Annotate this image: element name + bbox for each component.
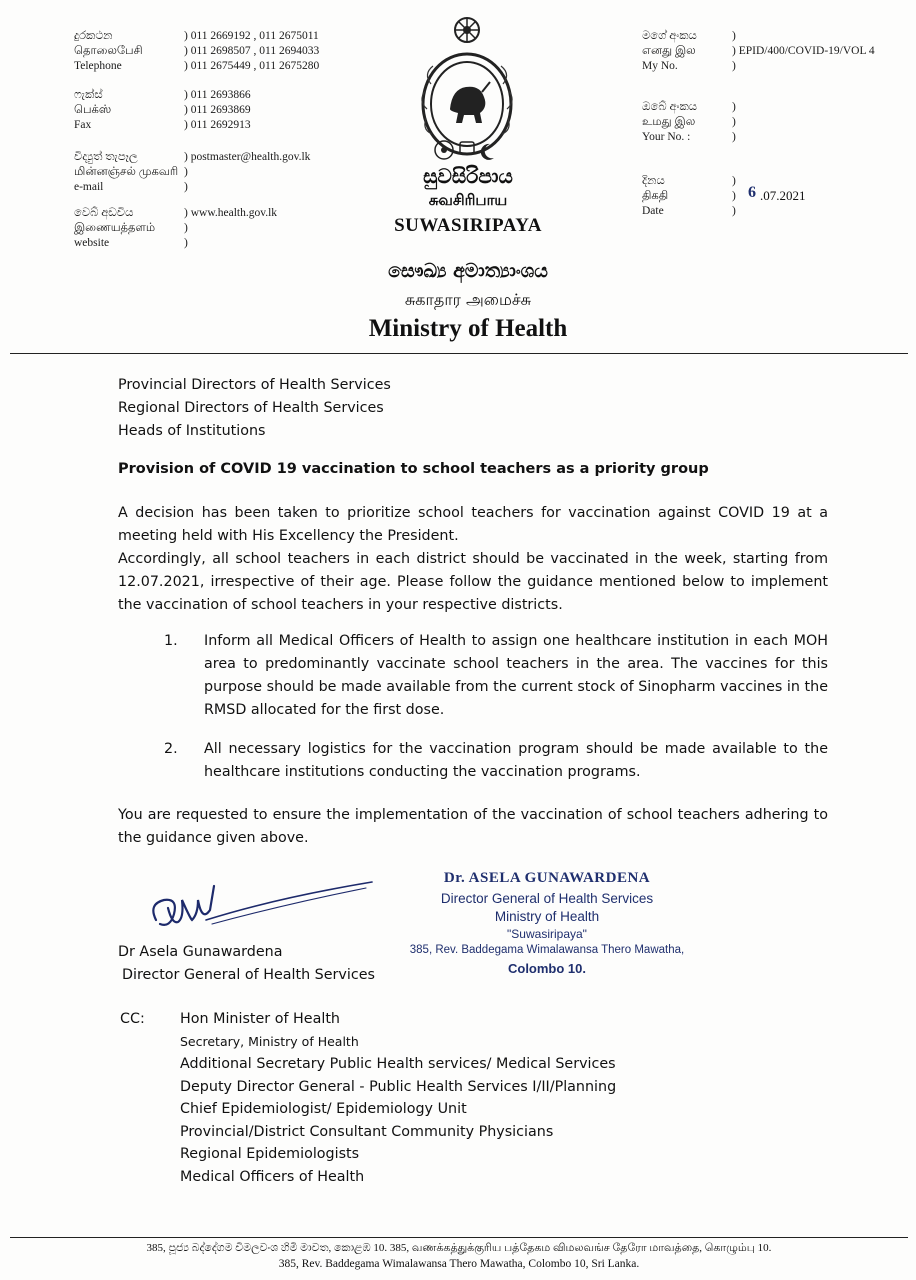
email-value: ) (184, 181, 188, 193)
stamp-line: Colombo 10. (507, 961, 586, 976)
addressee: Provincial Directors of Health Services (118, 377, 391, 393)
cc-item: Deputy Director General - Public Health Services I/II/Planning (180, 1078, 617, 1095)
my-no-label-en: My No. (642, 60, 678, 72)
date-label-ta: திகதி (642, 190, 669, 202)
my-no-values (732, 29, 875, 74)
addressee-list (118, 374, 391, 443)
your-no-values (732, 100, 736, 145)
telephone-labels (74, 29, 143, 74)
fax-labels (74, 88, 111, 133)
date-printed: .07.2021 (760, 188, 806, 203)
date-label-en: Date (642, 205, 664, 217)
email-value: ) postmaster@health.gov.lk (184, 151, 311, 163)
your-no-labels (642, 100, 697, 145)
paragraph-1: A decision has been taken to prioritize school teachers for vaccination against COVID 19 at a meeting held with His Excellency the President. (118, 505, 828, 544)
date-values (732, 174, 736, 219)
brand-tamil: சுவசிரிபாய (428, 191, 508, 209)
date-labels (642, 174, 668, 219)
my-no-value: ) (732, 60, 736, 72)
your-no-value: ) (732, 116, 736, 128)
telephone-value: ) 011 2698507 , 011 2694033 (184, 45, 320, 57)
ministry-english: Ministry of Health (368, 315, 568, 342)
website-label-en: website (74, 237, 110, 249)
email-label-en: e-mail (74, 181, 104, 193)
cc-item: Medical Officers of Health (180, 1168, 365, 1185)
fax-value: ) 011 2692913 (184, 119, 251, 131)
my-no-value: ) (732, 30, 736, 42)
my-no-labels (642, 29, 697, 74)
signatory-name: Dr Asela Gunawardena (118, 944, 283, 960)
date-value: ) (732, 190, 736, 202)
website-value: ) (184, 222, 188, 234)
telephone-label-si: දුරකථන (74, 30, 113, 42)
email-label-si: විද්‍යුත් තැපෑල (74, 151, 138, 163)
your-no-value: ) (732, 101, 736, 113)
cc-item: Regional Epidemiologists (180, 1146, 360, 1162)
email-labels (74, 150, 178, 195)
fax-value: ) 011 2693866 (184, 89, 251, 101)
telephone-label-ta: தொலைபேசி (74, 45, 143, 57)
stamp-line: "Suwasiripaya" (507, 927, 587, 941)
ministry-tamil: சுகாதார அமைச்சு (404, 290, 532, 309)
your-no-value: ) (732, 131, 736, 143)
fax-label-en: Fax (74, 119, 92, 131)
addressee: Regional Directors of Health Services (118, 400, 384, 416)
fax-label-ta: பெக்ஸ் (74, 104, 112, 116)
website-values (184, 206, 277, 251)
telephone-values (184, 29, 319, 74)
brand-english: SUWASIRIPAYA (394, 215, 542, 236)
your-no-label-si: ඔබේ අංකය (642, 101, 698, 113)
telephone-value: ) 011 2669192 , 011 2675011 (184, 30, 319, 42)
footer-address-english: 385, Rev. Baddegama Wimalawansa Thero Mawatha, Colombo 10, Sri Lanka. (278, 1258, 640, 1270)
official-stamp (396, 870, 698, 979)
website-label-ta: இணையத்தளம் (74, 222, 156, 234)
date-handwritten-day: 6 (748, 184, 756, 201)
footer-address-local: 385, පූජ්‍ය බද්දේගම විමලවංශ හිමි මාවත, කොළඹ 10. 385, வணக்கத்துக்குரிய பத்தேகம விமலவங்ச தேரோ மாவத்தை, கொழும்பு 10. (146, 1242, 772, 1254)
website-label-si: වෙබ් අඩවිය (74, 207, 134, 219)
email-value: ) (184, 166, 188, 178)
telephone-value: ) 011 2675449 , 011 2675280 (184, 60, 320, 72)
website-labels (74, 206, 155, 251)
stamp-line: Ministry of Health (494, 909, 600, 924)
handwritten-signature-icon (146, 878, 386, 950)
cc-label: CC: (120, 1011, 145, 1027)
cc-list (180, 1008, 616, 1188)
date-label-si: දිනය (642, 175, 665, 187)
fax-values (184, 88, 251, 133)
brand-sinhala: සුවසිරිපාය (423, 164, 513, 188)
stamp-name: Dr. ASELA GUNAWARDENA (443, 870, 651, 886)
stamp-line: Director General of Health Services (440, 891, 654, 906)
my-no-label-si: මගේ අංකය (642, 30, 697, 42)
fax-value: ) 011 2693869 (184, 104, 251, 116)
cc-item: Provincial/District Consultant Community Physicians (180, 1123, 554, 1140)
paragraph-2: Accordingly, all school teachers in each district should be vaccinated in the week, starting from 12.07.2021, irrespective of their age. Please follow the guidance mentioned below to implement the vaccination of school teachers in your respective districts. (118, 551, 828, 613)
email-values (184, 150, 310, 195)
list-item-number: 2. (164, 741, 178, 757)
website-value: ) www.health.gov.lk (184, 207, 278, 219)
my-no-value: ) EPID/400/COVID-19/VOL 4 (732, 45, 875, 57)
cc-item: Chief Epidemiologist/ Epidemiology Unit (180, 1101, 467, 1117)
date-value: ) (732, 175, 736, 187)
list-item-text: All necessary logistics for the vaccination program should be made available to the healthcare institutions conducting the vaccination programs. (204, 741, 828, 780)
email-label-ta: மின்னஞ்சல் முகவரி (74, 166, 179, 178)
cc-item: Secretary, Ministry of Health (180, 1033, 359, 1049)
your-no-label-ta: உமது இல (642, 116, 696, 128)
list-item-text: Inform all Medical Officers of Health to assign one healthcare institution in each MOH area to predominantly vaccinate school teachers in the area. The vaccines for this purpose should be made available from the current stock of Sinopharm vaccines in the RMSD allocated for the first dose. (204, 633, 828, 718)
list-item-number: 1. (164, 633, 178, 649)
date-value: ) (732, 205, 736, 217)
fax-label-si: ෆැක්ස් (74, 89, 103, 101)
footer-divider (10, 1237, 908, 1238)
your-no-label-en: Your No. : (642, 131, 691, 143)
cc-item: Hon Minister of Health (180, 1011, 340, 1027)
letter-subject: Provision of COVID 19 vaccination to school teachers as a priority group (118, 461, 709, 477)
header-divider (10, 353, 908, 354)
my-no-label-ta: எனது இல (642, 45, 696, 57)
ministry-sinhala: සෞඛ්‍ය අමාත්‍යාංශය (388, 260, 548, 282)
website-value: ) (184, 237, 188, 249)
addressee: Heads of Institutions (118, 423, 266, 439)
telephone-label-en: Telephone (74, 60, 122, 72)
closing-paragraph: You are requested to ensure the implementation of the vaccination of school teachers adhering to the guidance given above. (118, 807, 828, 846)
cc-item: Additional Secretary Public Health services/ Medical Services (180, 1056, 616, 1072)
signatory-title: Director General of Health Services (122, 967, 375, 983)
stamp-line: 385, Rev. Baddegama Wimalawansa Thero Mawatha, (409, 944, 685, 956)
sri-lanka-emblem-icon (414, 14, 520, 166)
